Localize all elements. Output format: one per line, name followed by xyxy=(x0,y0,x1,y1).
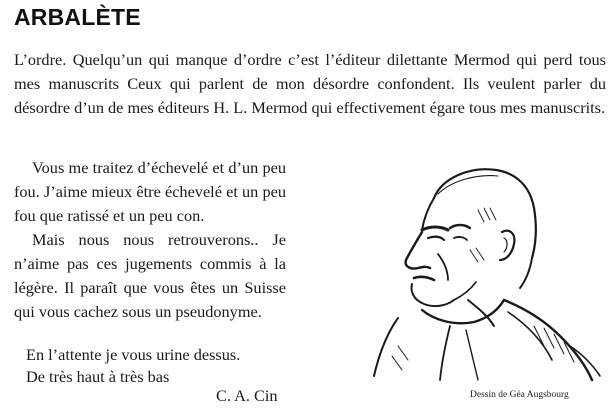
letter-body xyxy=(14,156,286,324)
coat xyxy=(374,318,398,376)
head-outline xyxy=(434,169,536,258)
article-title: ARBALÈTE xyxy=(14,4,141,30)
collar xyxy=(422,300,504,323)
closing-line-1: En l’attente je vous urine dessus. xyxy=(26,345,241,364)
signature: C. A. Cin xyxy=(216,386,278,405)
letter-paragraph-1: Vous me traitez d’échevelé et d’un peu fou. J’aime mieux être échevelé et un peu fou que ratissé et un peu con. xyxy=(14,158,286,225)
nose xyxy=(406,232,430,269)
lead-paragraph: L’ordre. Quelqu’un qui manque d’ordre c’est l’éditeur dilettante Mermod qui perd tous mes manuscrits Ceux qui parlent de mon désordre confondent. Ils veulent parler du désordre d’un de mes éditeurs H. L. Mermod qui effectivement égare tous mes manuscrits. xyxy=(14,50,606,117)
letter-closing xyxy=(14,344,286,388)
closing-line-2: De très haut à très bas xyxy=(26,367,170,386)
portrait-drawing xyxy=(338,150,610,382)
mouth xyxy=(414,277,434,280)
illustration-credit: Dessin de Géa Augsbourg xyxy=(470,390,569,400)
letter-paragraph-2: Mais nous nous retrouverons.. Je n’aime pas ces jugements commis à la légère. Il paraît que vous êtes un Suisse qui vous cachez sous un pseudonyme. xyxy=(14,230,286,321)
brow xyxy=(422,227,448,230)
eye xyxy=(428,237,444,240)
